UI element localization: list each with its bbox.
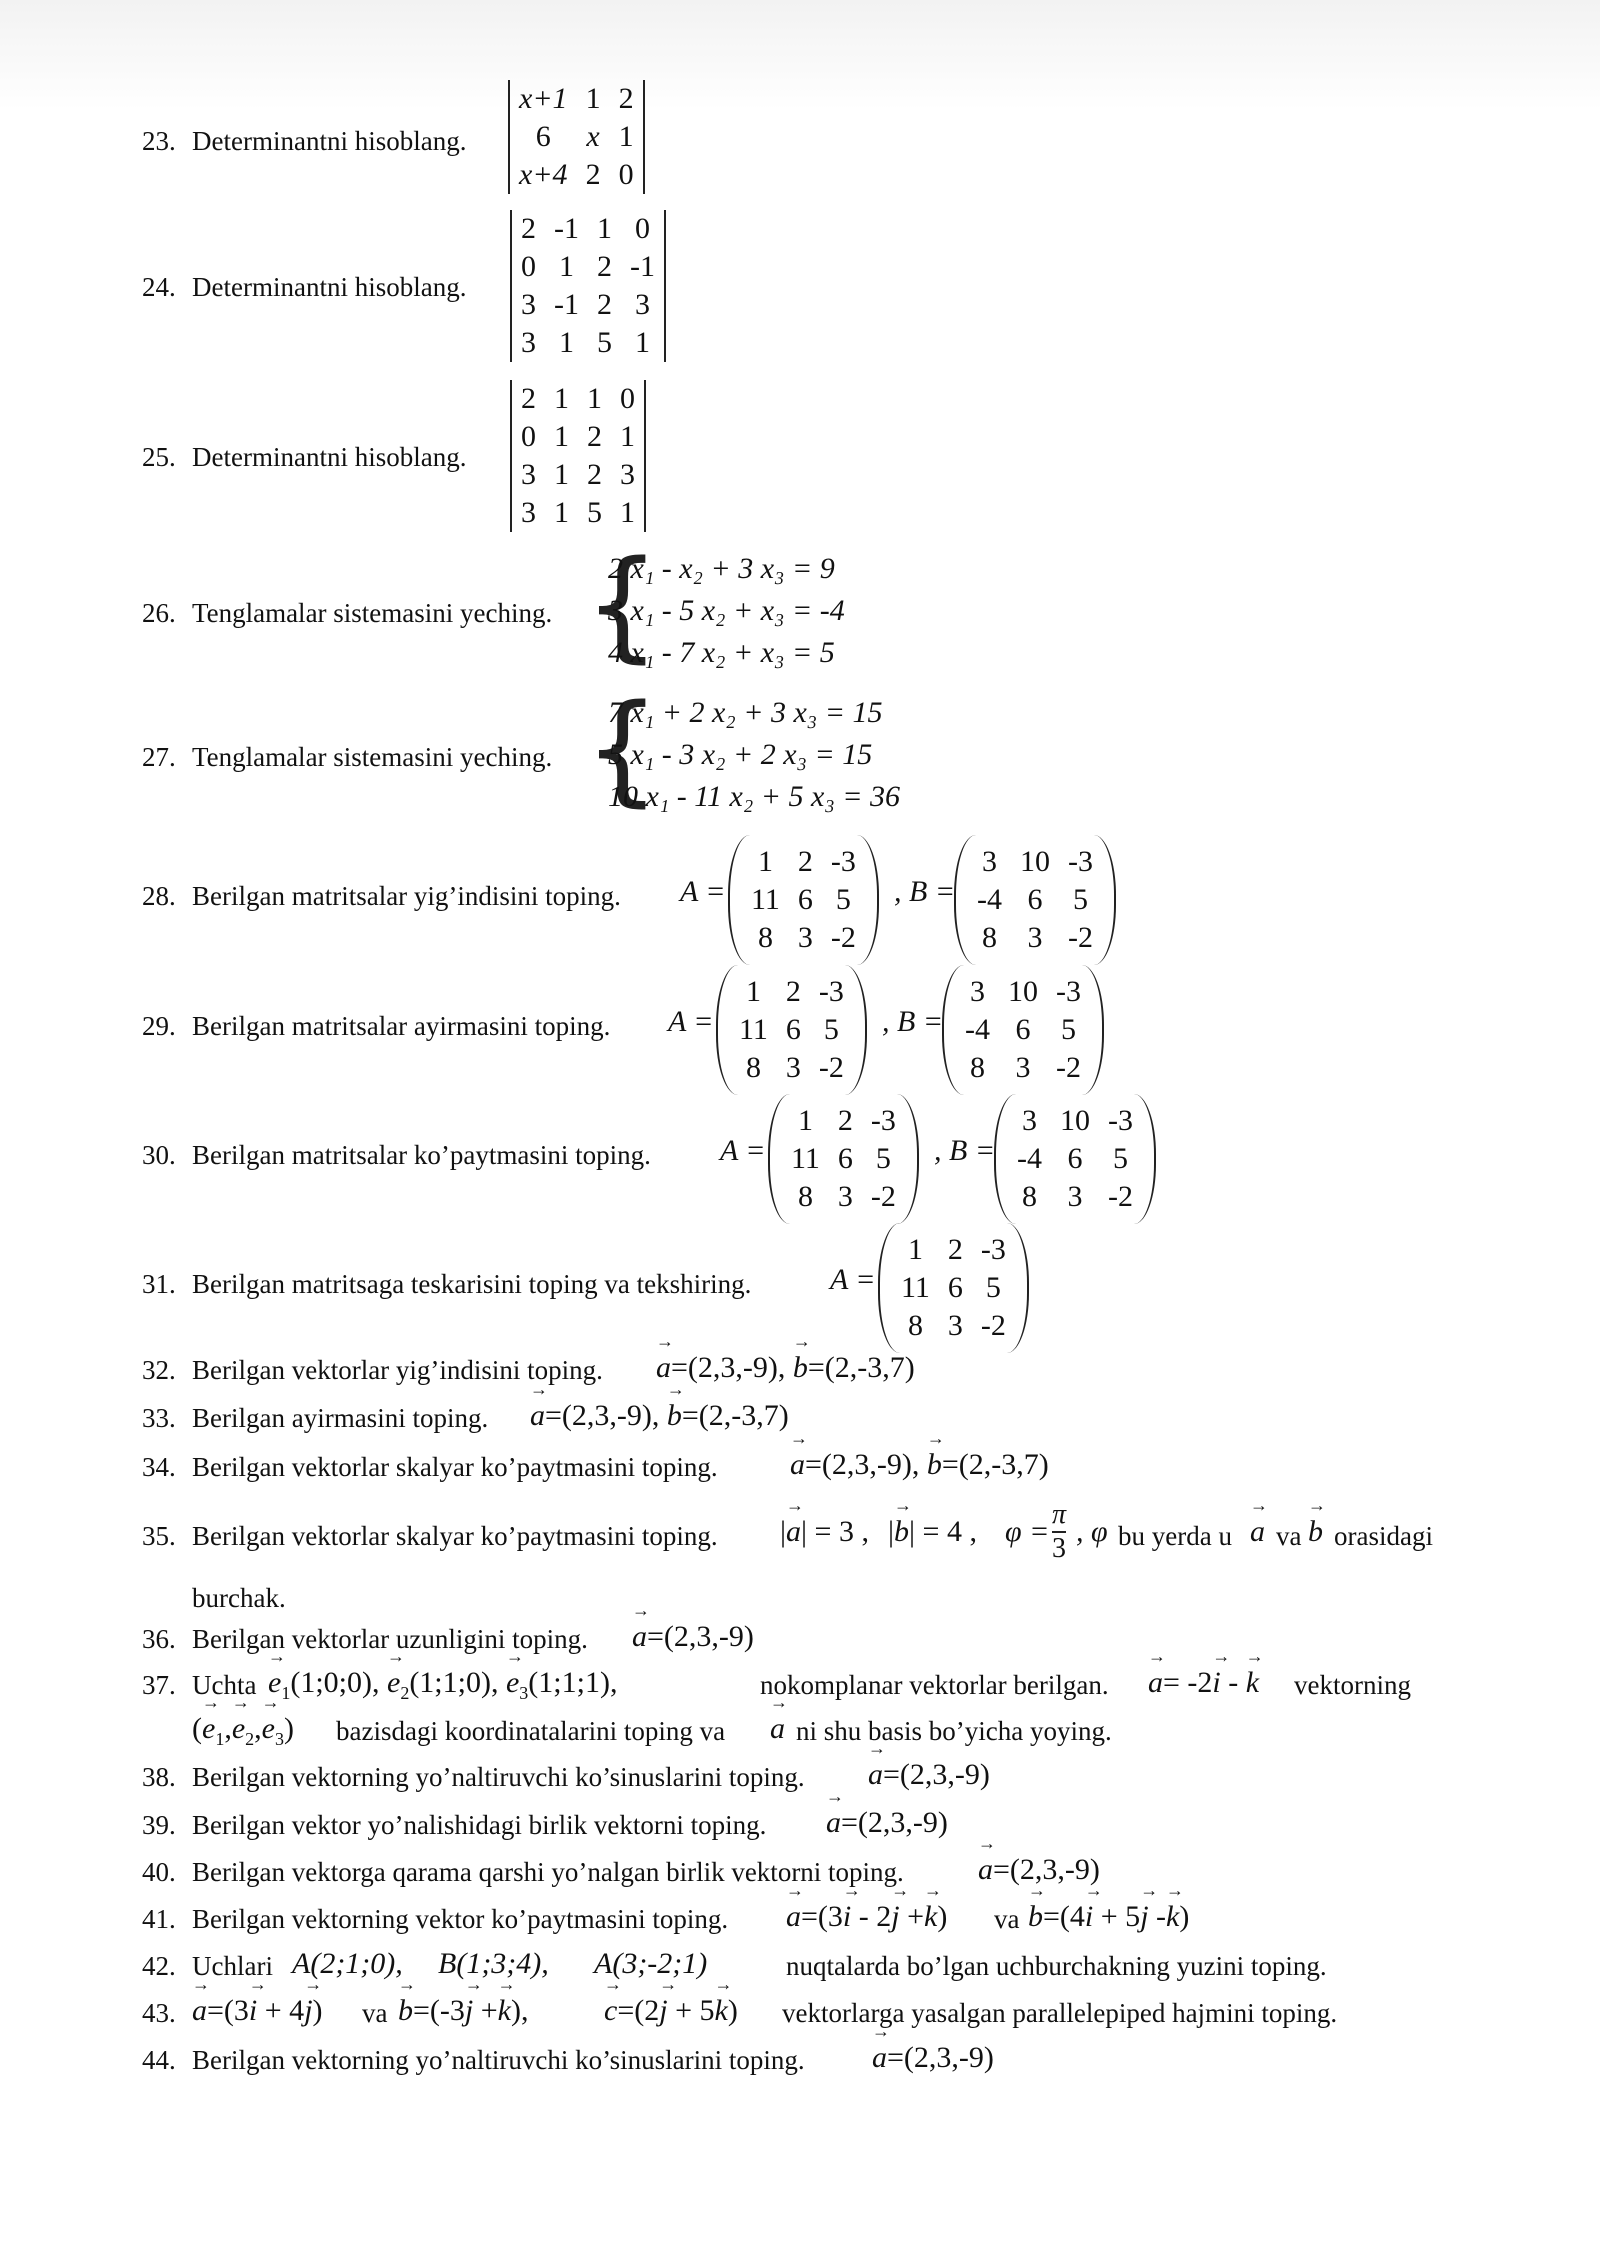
cell: 3: [521, 288, 536, 321]
matrix-cell: -4: [1017, 1142, 1042, 1175]
matrix-a-label: A =: [830, 1263, 876, 1296]
magnitude-b: |→ b| = 4 ,: [888, 1515, 977, 1549]
matrix-cell: -3: [830, 845, 856, 878]
problem-continuation: burchak.: [192, 1583, 286, 1613]
cell: 3: [521, 458, 536, 491]
vector-a: → a: [530, 1399, 545, 1433]
phi-ref: , φ: [1076, 1515, 1108, 1548]
va-text: va: [994, 1904, 1020, 1934]
matrix-cell: 2: [947, 1233, 963, 1266]
matrix-cell: 1: [907, 1233, 923, 1266]
problem-number: 23.: [142, 126, 176, 156]
problem-end: nuqtalarda bo’lgan uchburchakning yuzini toping.: [786, 1951, 1327, 1981]
problem-text: Berilgan vektorga qarama qarshi yo’nalgan birlik vektorni toping.: [192, 1857, 904, 1887]
cell: 3: [620, 458, 635, 491]
determinant-23: [508, 80, 645, 194]
problem-number: 41.: [142, 1904, 176, 1934]
determinant-table: [510, 80, 643, 194]
problem-text: Berilgan vektorning vektor ko’paytmasini toping.: [192, 1904, 729, 1934]
cell: 1: [554, 382, 569, 415]
matrix-cell: 6: [947, 1271, 963, 1304]
vector-a: → a: [770, 1712, 785, 1746]
vector-expression: → a=(2,3,-9): [872, 2041, 994, 2075]
cell: 2: [587, 458, 602, 491]
matrix-cell: -2: [818, 1051, 844, 1084]
problem-text: Berilgan vektorlar skalyar ko’paytmasini toping.: [192, 1452, 718, 1482]
cell: 3: [635, 288, 650, 321]
matrix-cell: 5: [1061, 1013, 1076, 1046]
matrix-cell: 6: [1015, 1013, 1031, 1046]
problem-text: Uchlari: [192, 1951, 273, 1981]
cell: 1: [559, 250, 574, 283]
matrix-a-label: A =: [680, 875, 726, 908]
problem-number: 35.: [142, 1521, 176, 1551]
cell: 1: [554, 458, 569, 491]
equations: [608, 692, 900, 818]
matrix-bracket: [954, 835, 1116, 965]
matrix-bracket: [716, 965, 867, 1095]
vector-expression: → a=(2,3,-9): [868, 1758, 990, 1792]
matrix-cell: 2: [797, 845, 813, 878]
matrix-cell: -3: [980, 1233, 1006, 1266]
matrix-cell: 5: [1113, 1142, 1128, 1175]
brace-icon: {: [584, 536, 661, 675]
problem-text: Berilgan vektorlar uzunligini toping.: [192, 1624, 588, 1654]
matrix-cell: 8: [745, 1051, 761, 1084]
cell: 2: [587, 420, 602, 453]
matrix-a: [878, 1223, 1029, 1353]
matrix-cell: 5: [1073, 883, 1088, 916]
cell: 1: [587, 382, 602, 415]
matrix-cell: 6: [785, 1013, 801, 1046]
equation: 7 x₁ + 2 x₂ + 3 x₃ = 15: [608, 696, 883, 729]
vector-b: → b: [927, 1448, 942, 1482]
basis-tuple: (→ $e_1,\to e_2,\to e_3$): [192, 1712, 294, 1750]
matrix-cell: -3: [870, 1104, 896, 1137]
problem-text: Berilgan vektorlar skalyar ko’paytmasini toping.: [192, 1521, 718, 1551]
matrix-cell: -4: [965, 1013, 990, 1046]
problem-number: 27.: [142, 742, 176, 772]
problem-text: Determinantni hisoblang.: [192, 126, 467, 156]
matrix-bracket: [994, 1094, 1156, 1224]
vector-expression: → a=(2,3,-9), → b=(2,-3,7): [790, 1448, 1049, 1482]
cell: 2: [597, 288, 612, 321]
problem-text: Berilgan vektorlar yig’indisini toping.: [192, 1355, 603, 1385]
matrix-a: [728, 835, 879, 965]
problem-number: 26.: [142, 598, 176, 628]
problem-number: 37.: [142, 1670, 176, 1700]
matrix-a-label: A =: [668, 1005, 714, 1038]
matrix-cell: -2: [1068, 921, 1093, 954]
problem-number: 30.: [142, 1140, 176, 1170]
cell: 1: [585, 82, 601, 115]
matrix-cell: 6: [1067, 1142, 1083, 1175]
problem-text: Berilgan matritsalar yig’indisini toping.: [192, 881, 621, 911]
matrix-cell: 6: [837, 1142, 853, 1175]
page-top-shade: [0, 0, 1600, 110]
equations: [608, 548, 845, 674]
determinant-25: [510, 380, 646, 532]
vector-expression: → a=(2,3,-9): [632, 1620, 754, 1654]
cell: 1: [635, 326, 650, 359]
vector-a: → a: [656, 1351, 671, 1385]
point-c: A(3;-2;1): [594, 1947, 708, 1980]
va-text: va: [1276, 1521, 1302, 1551]
matrix-b-label: , B =: [882, 1005, 944, 1038]
matrix-bracket: [728, 835, 879, 965]
cell: 5: [587, 496, 602, 529]
matrix-cell: 1: [745, 975, 761, 1008]
matrix-cell: 6: [797, 883, 813, 916]
matrix-cell: 11: [791, 1142, 820, 1175]
matrix-cell: 3: [785, 1051, 801, 1084]
brace-icon: {: [584, 680, 661, 819]
vector-expression: → a=(2,3,-9): [826, 1806, 948, 1840]
matrix-cell: 8: [982, 921, 997, 954]
cell: -1: [630, 250, 655, 283]
cell: 2: [618, 82, 634, 115]
vector-a: → a: [790, 1448, 805, 1482]
problem-number: 24.: [142, 272, 176, 302]
point-b: B(1;3;4),: [438, 1947, 549, 1980]
matrix-b: [994, 1094, 1156, 1224]
matrix-cell: 10: [1060, 1104, 1090, 1137]
problem-tail: bu yerda u: [1118, 1521, 1232, 1551]
matrix-bracket: [768, 1094, 919, 1224]
problem-number: 34.: [142, 1452, 176, 1482]
matrix-cell: 3: [837, 1180, 853, 1213]
cell: 0: [620, 382, 635, 415]
problem-text: Uchta: [192, 1670, 257, 1700]
vector-c-expression: → c=(2→ j + 5→ k): [604, 1994, 738, 2028]
cell: 0: [635, 212, 650, 245]
cell: -1: [554, 288, 579, 321]
determinant-24: [510, 210, 666, 362]
problem-text: Tenglamalar sistemasini yeching.: [192, 598, 553, 628]
cell: 0: [521, 420, 536, 453]
matrix-cell: 3: [982, 845, 997, 878]
matrix-cell: 3: [1027, 921, 1043, 954]
point-a: A(2;1;0),: [292, 1947, 403, 1980]
determinant-table: [512, 380, 644, 532]
matrix-cell: 1: [797, 1104, 813, 1137]
problem-text: Berilgan matritsaga teskarisini toping va tekshiring.: [192, 1269, 752, 1299]
cell: 3: [521, 496, 536, 529]
matrix-cell: -2: [870, 1180, 896, 1213]
matrix-cell: -2: [830, 921, 856, 954]
cell: x+4: [519, 158, 568, 191]
matrix-cell: 3: [1015, 1051, 1031, 1084]
matrix-cell: 11: [751, 883, 780, 916]
problem-text: Berilgan vektorning yo’naltiruvchi ko’sinuslarini toping.: [192, 2045, 805, 2075]
cell: 1: [618, 120, 634, 153]
vector-b: → b: [793, 1351, 808, 1385]
matrix-cell: 10: [1020, 845, 1050, 878]
cell: 0: [521, 250, 536, 283]
cell: 1: [597, 212, 612, 245]
problem-number: 33.: [142, 1403, 176, 1433]
matrix-b-label: , B =: [934, 1134, 996, 1167]
problem-number: 29.: [142, 1011, 176, 1041]
vector-b: → b: [667, 1399, 682, 1433]
va-text: va: [362, 1998, 388, 2028]
matrix-b: [942, 965, 1104, 1095]
cell: x+1: [519, 82, 568, 115]
basis-vectors: → $e_1(1;0;0)$, → $e_2(1;1;0)$, → $e_3(1;1;1)$,: [268, 1666, 617, 1704]
matrix-bracket: [878, 1223, 1029, 1353]
problem-number: 43.: [142, 1998, 176, 2028]
problem-mid: nokomplanar vektorlar berilgan.: [760, 1670, 1109, 1700]
equation: 4 x₁ - 7 x₂ + x₃ = 5: [608, 636, 835, 669]
vector-a: → a: [1250, 1515, 1265, 1549]
cell: 1: [554, 420, 569, 453]
matrix-cell: 8: [907, 1309, 923, 1342]
cell: 2: [585, 158, 601, 191]
matrix-a-label: A =: [720, 1134, 766, 1167]
matrix-cell: 3: [1067, 1180, 1083, 1213]
problem-number: 44.: [142, 2045, 176, 2075]
equation: 5 x₁ - 3 x₂ + 2 x₃ = 15: [608, 738, 873, 771]
problem-tail2: orasidagi: [1334, 1521, 1433, 1551]
cell: 1: [620, 496, 635, 529]
matrix-cell: -3: [1068, 845, 1093, 878]
matrix-cell: 5: [875, 1142, 891, 1175]
cell: -1: [554, 212, 579, 245]
cell: x: [586, 120, 600, 153]
matrix-cell: 11: [901, 1271, 930, 1304]
matrix-cell: 5: [985, 1271, 1001, 1304]
vector-a-expression: → a=(3→ i - 2→ j +→ k): [786, 1900, 947, 1934]
matrix-cell: 5: [823, 1013, 839, 1046]
equation: 3 x₁ - 5 x₂ + x₃ = -4: [608, 594, 845, 627]
problem-text: Determinantni hisoblang.: [192, 272, 467, 302]
matrix-cell: 8: [1022, 1180, 1037, 1213]
problem-number: 25.: [142, 442, 176, 472]
matrix-cell: -3: [818, 975, 844, 1008]
cell: 5: [597, 326, 612, 359]
problem-text: Berilgan matritsalar ko’paytmasini toping.: [192, 1140, 651, 1170]
magnitude-a: |→ a| = 3 ,: [780, 1515, 869, 1549]
pi-over-three: $\frac{\pi}{3}$: [1052, 1499, 1067, 1564]
problem-text: Berilgan matritsalar ayirmasini toping.: [192, 1011, 611, 1041]
cell: 2: [597, 250, 612, 283]
cell: 1: [554, 496, 569, 529]
problem-number: 28.: [142, 881, 176, 911]
problem-number: 31.: [142, 1269, 176, 1299]
matrix-cell: 3: [970, 975, 985, 1008]
matrix-b-label: , B =: [894, 875, 956, 908]
equation: 10 x₁ - 11 x₂ + 5 x₃ = 36: [608, 780, 900, 813]
determinant-table: [512, 210, 664, 362]
problem-number: 38.: [142, 1762, 176, 1792]
matrix-cell: 5: [835, 883, 851, 916]
cell: 0: [618, 158, 634, 191]
matrix-cell: 3: [947, 1309, 963, 1342]
problem-number: 36.: [142, 1624, 176, 1654]
matrix-bracket: [942, 965, 1104, 1095]
cell: 3: [521, 326, 536, 359]
problem-text: Berilgan ayirmasini toping.: [192, 1403, 489, 1433]
matrix-cell: -2: [1056, 1051, 1081, 1084]
matrix-cell: 8: [757, 921, 773, 954]
problem-text: Tenglamalar sistemasini yeching.: [192, 742, 553, 772]
matrix-cell: 8: [970, 1051, 985, 1084]
matrix-cell: 3: [797, 921, 813, 954]
problem-end: vektorlarga yasalgan parallelepiped hajmini toping.: [782, 1998, 1338, 2028]
problem-end: vektorning: [1294, 1670, 1411, 1700]
matrix-b: [954, 835, 1116, 965]
problem-text: Determinantni hisoblang.: [192, 442, 467, 472]
vector-expression: → a= -2→ i - → k: [1148, 1666, 1259, 1700]
cell: 6: [535, 120, 551, 153]
matrix-cell: 8: [797, 1180, 813, 1213]
problem-text: Berilgan vektorning yo’naltiruvchi ko’sinuslarini toping.: [192, 1762, 805, 1792]
problem-number: 32.: [142, 1355, 176, 1385]
problem-number: 40.: [142, 1857, 176, 1887]
cell: 2: [521, 212, 536, 245]
matrix-cell: 3: [1022, 1104, 1037, 1137]
problem-number: 42.: [142, 1951, 176, 1981]
vector-b: → b: [1308, 1515, 1323, 1549]
matrix-cell: 1: [757, 845, 773, 878]
vector-expression: → a=(2,3,-9): [978, 1853, 1100, 1887]
vector-expression: → a=(2,3,-9), → b=(2,-3,7): [530, 1399, 789, 1433]
problem-text: Berilgan vektor yo’nalishidagi birlik vektorni toping.: [192, 1810, 767, 1840]
matrix-cell: 11: [739, 1013, 768, 1046]
cell: 1: [620, 420, 635, 453]
matrix-cell: 2: [785, 975, 801, 1008]
cell: 2: [521, 382, 536, 415]
cell: 1: [559, 326, 574, 359]
matrix-cell: 2: [837, 1104, 853, 1137]
matrix-a: [768, 1094, 919, 1224]
equation: 2 x₁ - x₂ + 3 x₃ = 9: [608, 552, 835, 585]
vector-b-expression: → b=(-3→ j +→ k),: [398, 1994, 529, 2028]
problem-line2b: ni shu basis bo’yicha yoying.: [796, 1716, 1112, 1746]
problem-number: 39.: [142, 1810, 176, 1840]
phi-label: φ =: [1005, 1515, 1050, 1548]
matrix-cell: -3: [1056, 975, 1081, 1008]
matrix-a: [716, 965, 867, 1095]
vector-b-expression: → b=(4→ i + 5→ j -→ k): [1028, 1900, 1189, 1934]
matrix-cell: -3: [1108, 1104, 1133, 1137]
matrix-cell: -4: [977, 883, 1002, 916]
problem-line2: bazisdagi koordinatalarini toping va: [336, 1716, 726, 1746]
matrix-cell: 10: [1008, 975, 1038, 1008]
vector-a-expression: → a=(3→ i + 4→ j): [192, 1994, 323, 2028]
matrix-cell: -2: [980, 1309, 1006, 1342]
matrix-cell: 6: [1027, 883, 1043, 916]
matrix-cell: -2: [1108, 1180, 1133, 1213]
vector-expression: → a=(2,3,-9), → b=(2,-3,7): [656, 1351, 915, 1385]
